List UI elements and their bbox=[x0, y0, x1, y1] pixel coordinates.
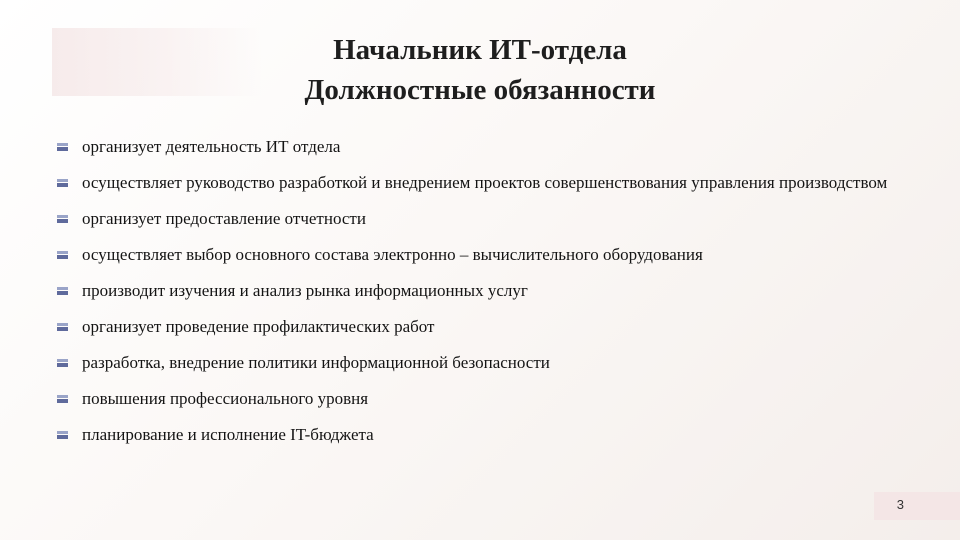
list-item bbox=[57, 349, 917, 376]
list-item-text: организует проведение профилактических работ bbox=[82, 317, 435, 336]
list-item bbox=[57, 169, 917, 196]
list-item-text: организует предоставление отчетности bbox=[82, 209, 366, 228]
square-bullet-icon bbox=[57, 395, 68, 403]
square-bullet-icon bbox=[57, 251, 68, 259]
square-bullet-icon bbox=[57, 431, 68, 439]
list-item-text: осуществляет руководство разработкой и внедрением проектов совершенствования управления производством bbox=[82, 173, 888, 192]
title-line-2: Должностные обязанности bbox=[304, 74, 656, 106]
list-item bbox=[57, 133, 917, 160]
duties-list bbox=[57, 133, 917, 457]
list-item-text: производит изучения и анализ рынка информационных услуг bbox=[82, 281, 528, 300]
list-item bbox=[57, 313, 917, 340]
square-bullet-icon bbox=[57, 215, 68, 223]
square-bullet-icon bbox=[57, 179, 68, 187]
list-item bbox=[57, 205, 917, 232]
list-item-text: осуществляет выбор основного состава электронно – вычислительного оборудования bbox=[82, 245, 703, 264]
square-bullet-icon bbox=[57, 287, 68, 295]
list-item-text: организует деятельность ИТ отдела bbox=[82, 137, 341, 156]
list-item bbox=[57, 277, 917, 304]
list-item-text: планирование и исполнение IT-бюджета bbox=[82, 425, 374, 444]
square-bullet-icon bbox=[57, 143, 68, 151]
title-line-1: Начальник ИТ-отдела bbox=[333, 34, 627, 66]
list-item-text: повышения профессионального уровня bbox=[82, 389, 369, 408]
square-bullet-icon bbox=[57, 323, 68, 331]
page-number-box bbox=[874, 492, 960, 520]
page-number: 3 bbox=[896, 497, 904, 512]
list-item-text: разработка, внедрение политики информационной безопасности bbox=[82, 353, 550, 372]
square-bullet-icon bbox=[57, 359, 68, 367]
slide-title bbox=[0, 30, 960, 110]
list-item bbox=[57, 421, 917, 448]
list-item bbox=[57, 385, 917, 412]
list-item bbox=[57, 241, 917, 268]
